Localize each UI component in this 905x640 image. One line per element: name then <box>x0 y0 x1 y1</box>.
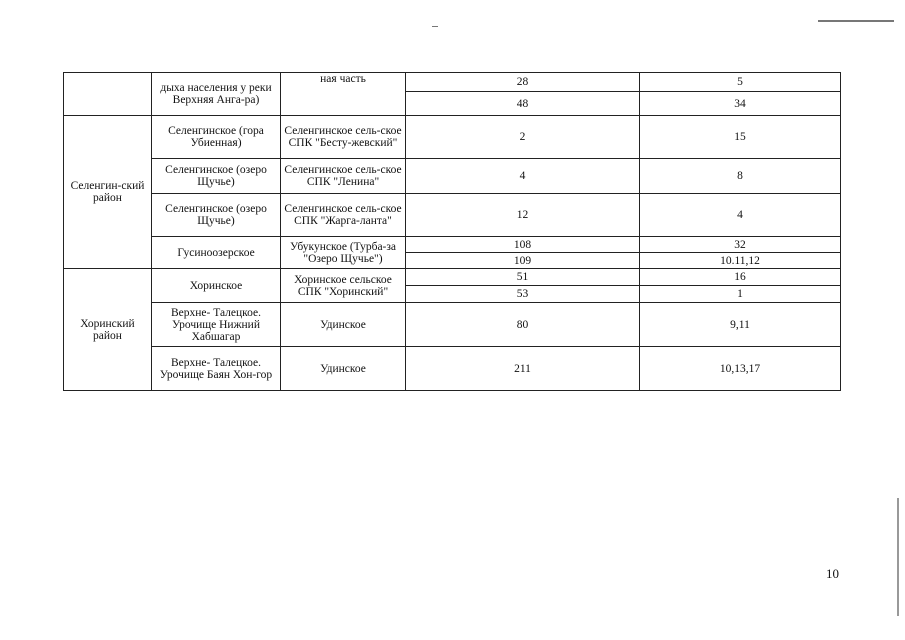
value-cell: 34 <box>640 92 841 116</box>
value-cell: 32 <box>640 237 841 253</box>
value-cell: 53 <box>406 286 640 303</box>
location-cell: Верхне- Талецкое. Урочище Нижний Хабшагар <box>152 303 281 347</box>
value-cell: 5 <box>640 73 841 92</box>
location-cell: Селенгинское (озеро Щучье) <box>152 159 281 194</box>
owner-cell: Убукунское (Турба-за "Озеро Щучье") <box>281 237 406 269</box>
page-number: 10 <box>826 566 839 581</box>
table-row <box>64 73 841 92</box>
value-cell: 51 <box>406 269 640 286</box>
owner-cell: Удинское <box>281 347 406 391</box>
district-cell <box>64 73 152 116</box>
location-cell: дыха населения у реки Верхняя Анга-ра) <box>152 73 281 116</box>
location-cell: Селенгинское (гора Убиенная) <box>152 116 281 159</box>
owner-cell: Удинское <box>281 303 406 347</box>
owner-cell: ная часть <box>281 73 406 116</box>
value-cell: 2 <box>406 116 640 159</box>
value-cell: 4 <box>640 194 841 237</box>
value-cell: 108 <box>406 237 640 253</box>
table-row <box>64 347 841 391</box>
district-cell: Хоринский район <box>64 269 152 391</box>
value-cell: 80 <box>406 303 640 347</box>
district-cell: Селенгин-ский район <box>64 116 152 269</box>
owner-cell: Селенгинское сель-ское СПК "Ленина" <box>281 159 406 194</box>
value-cell: 28 <box>406 73 640 92</box>
value-cell: 12 <box>406 194 640 237</box>
table-row <box>64 303 841 347</box>
owner-cell: Хоринское сельское СПК "Хоринский" <box>281 269 406 303</box>
table-row <box>64 237 841 253</box>
value-cell: 15 <box>640 116 841 159</box>
scan-mark-right-edge <box>897 498 899 616</box>
value-cell: 9,11 <box>640 303 841 347</box>
value-cell: 109 <box>406 253 640 269</box>
table-row <box>64 194 841 237</box>
value-cell: 16 <box>640 269 841 286</box>
table-row <box>64 269 841 286</box>
table-row <box>64 159 841 194</box>
value-cell: 10,13,17 <box>640 347 841 391</box>
value-cell: 48 <box>406 92 640 116</box>
table-row <box>64 116 841 159</box>
location-cell: Хоринское <box>152 269 281 303</box>
value-cell: 10.11,12 <box>640 253 841 269</box>
value-cell: 8 <box>640 159 841 194</box>
owner-cell: Селенгинское сель-ское СПК "Жарга-ланта" <box>281 194 406 237</box>
value-cell: 211 <box>406 347 640 391</box>
data-table <box>63 72 841 391</box>
location-cell: Селенгинское (озеро Щучье) <box>152 194 281 237</box>
value-cell: 1 <box>640 286 841 303</box>
scan-mark-top-dash <box>432 26 438 27</box>
value-cell: 4 <box>406 159 640 194</box>
location-cell: Гусиноозерское <box>152 237 281 269</box>
owner-cell: Селенгинское сель-ское СПК "Бесту-жевский" <box>281 116 406 159</box>
location-cell: Верхне- Талецкое. Урочище Баян Хон-гор <box>152 347 281 391</box>
scan-mark-top-right <box>818 20 894 22</box>
